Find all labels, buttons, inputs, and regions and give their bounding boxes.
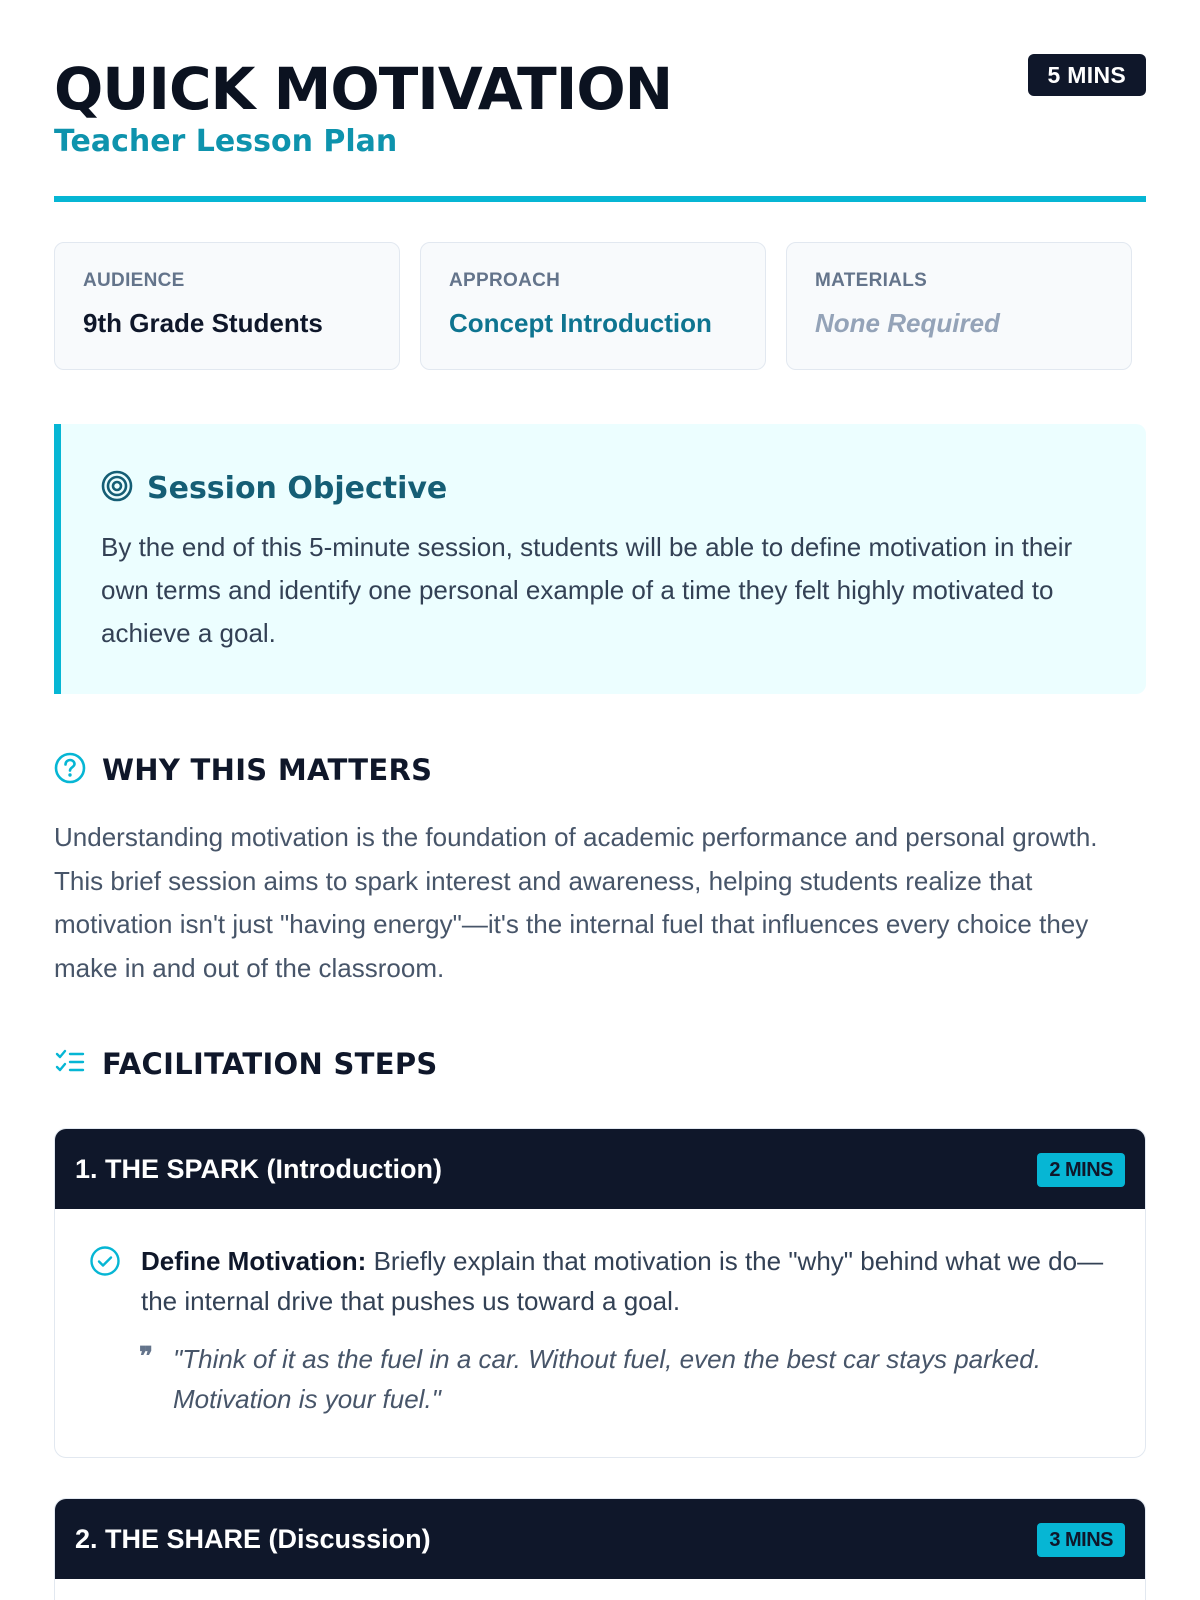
- info-value: Concept Introduction: [449, 308, 712, 338]
- info-card-materials: [786, 242, 1132, 370]
- step-card-share: [54, 1498, 1146, 1600]
- step-body: [55, 1209, 1145, 1458]
- step-duration-badge: 2 MINS: [1037, 1153, 1125, 1187]
- step-title: 2. THE SHARE (Discussion): [75, 1524, 431, 1554]
- step-point-text: [141, 1241, 1105, 1321]
- checklist-icon: [54, 1046, 86, 1083]
- step-header: [55, 1129, 1145, 1209]
- step-header: [55, 1499, 1145, 1579]
- why-text: Understanding motivation is the foundation of academic performance and personal growth. This brief session aims to spark interest and awareness, helping students realize that motivation isn't just "having energy"—it's the internal fuel that influences every choice they make in and out of the classroom.: [54, 822, 1098, 983]
- info-label: MATERIALS: [815, 270, 928, 291]
- info-label: APPROACH: [449, 270, 561, 291]
- step-duration-badge: 3 MINS: [1037, 1523, 1125, 1557]
- step-point-label: Define Motivation:: [141, 1246, 367, 1276]
- step-title: 1. THE SPARK (Introduction): [75, 1154, 442, 1184]
- info-card-audience: [54, 242, 400, 370]
- question-circle-icon: [54, 752, 86, 789]
- objective-box: [54, 424, 1146, 694]
- objective-text: By the end of this 5-minute session, students will be able to define motivation in their own terms and identify one personal example of a time they felt highly motivated to achieve a goal.: [101, 532, 1073, 648]
- page-title: QUICK MOTIVATION: [54, 55, 673, 123]
- step-quote-text: "Think of it as the fuel in a car. Without fuel, even the best car stays parked. Motivation is your fuel.": [173, 1344, 1041, 1414]
- step-point: [89, 1241, 1105, 1321]
- info-row: [54, 242, 1146, 370]
- info-value: 9th Grade Students: [83, 308, 323, 338]
- steps-section-title: FACILITATION STEPS: [102, 1047, 438, 1081]
- step-quote: [139, 1339, 1105, 1419]
- page-subtitle: Teacher Lesson Plan: [54, 124, 398, 159]
- target-icon: [101, 470, 133, 507]
- step-card-spark: [54, 1128, 1146, 1458]
- objective-header: [101, 468, 1106, 508]
- info-value: None Required: [815, 308, 1000, 338]
- why-section-title: WHY THIS MATTERS: [102, 753, 433, 787]
- info-label: AUDIENCE: [83, 270, 185, 291]
- page-header: [54, 0, 1146, 202]
- duration-badge: 5 MINS: [1028, 54, 1146, 96]
- steps-section-header: [54, 1044, 438, 1084]
- lesson-plan-page: [54, 0, 1146, 1554]
- check-circle-icon: [89, 1241, 125, 1282]
- info-card-approach: [420, 242, 766, 370]
- why-section-header: [54, 750, 432, 790]
- step-point-description: Briefly explain that motivation is the "why" behind what we do—the internal drive that pushes us toward a goal.: [141, 1246, 1104, 1316]
- quote-icon: ❞: [139, 1342, 153, 1372]
- objective-title: Session Objective: [147, 470, 448, 506]
